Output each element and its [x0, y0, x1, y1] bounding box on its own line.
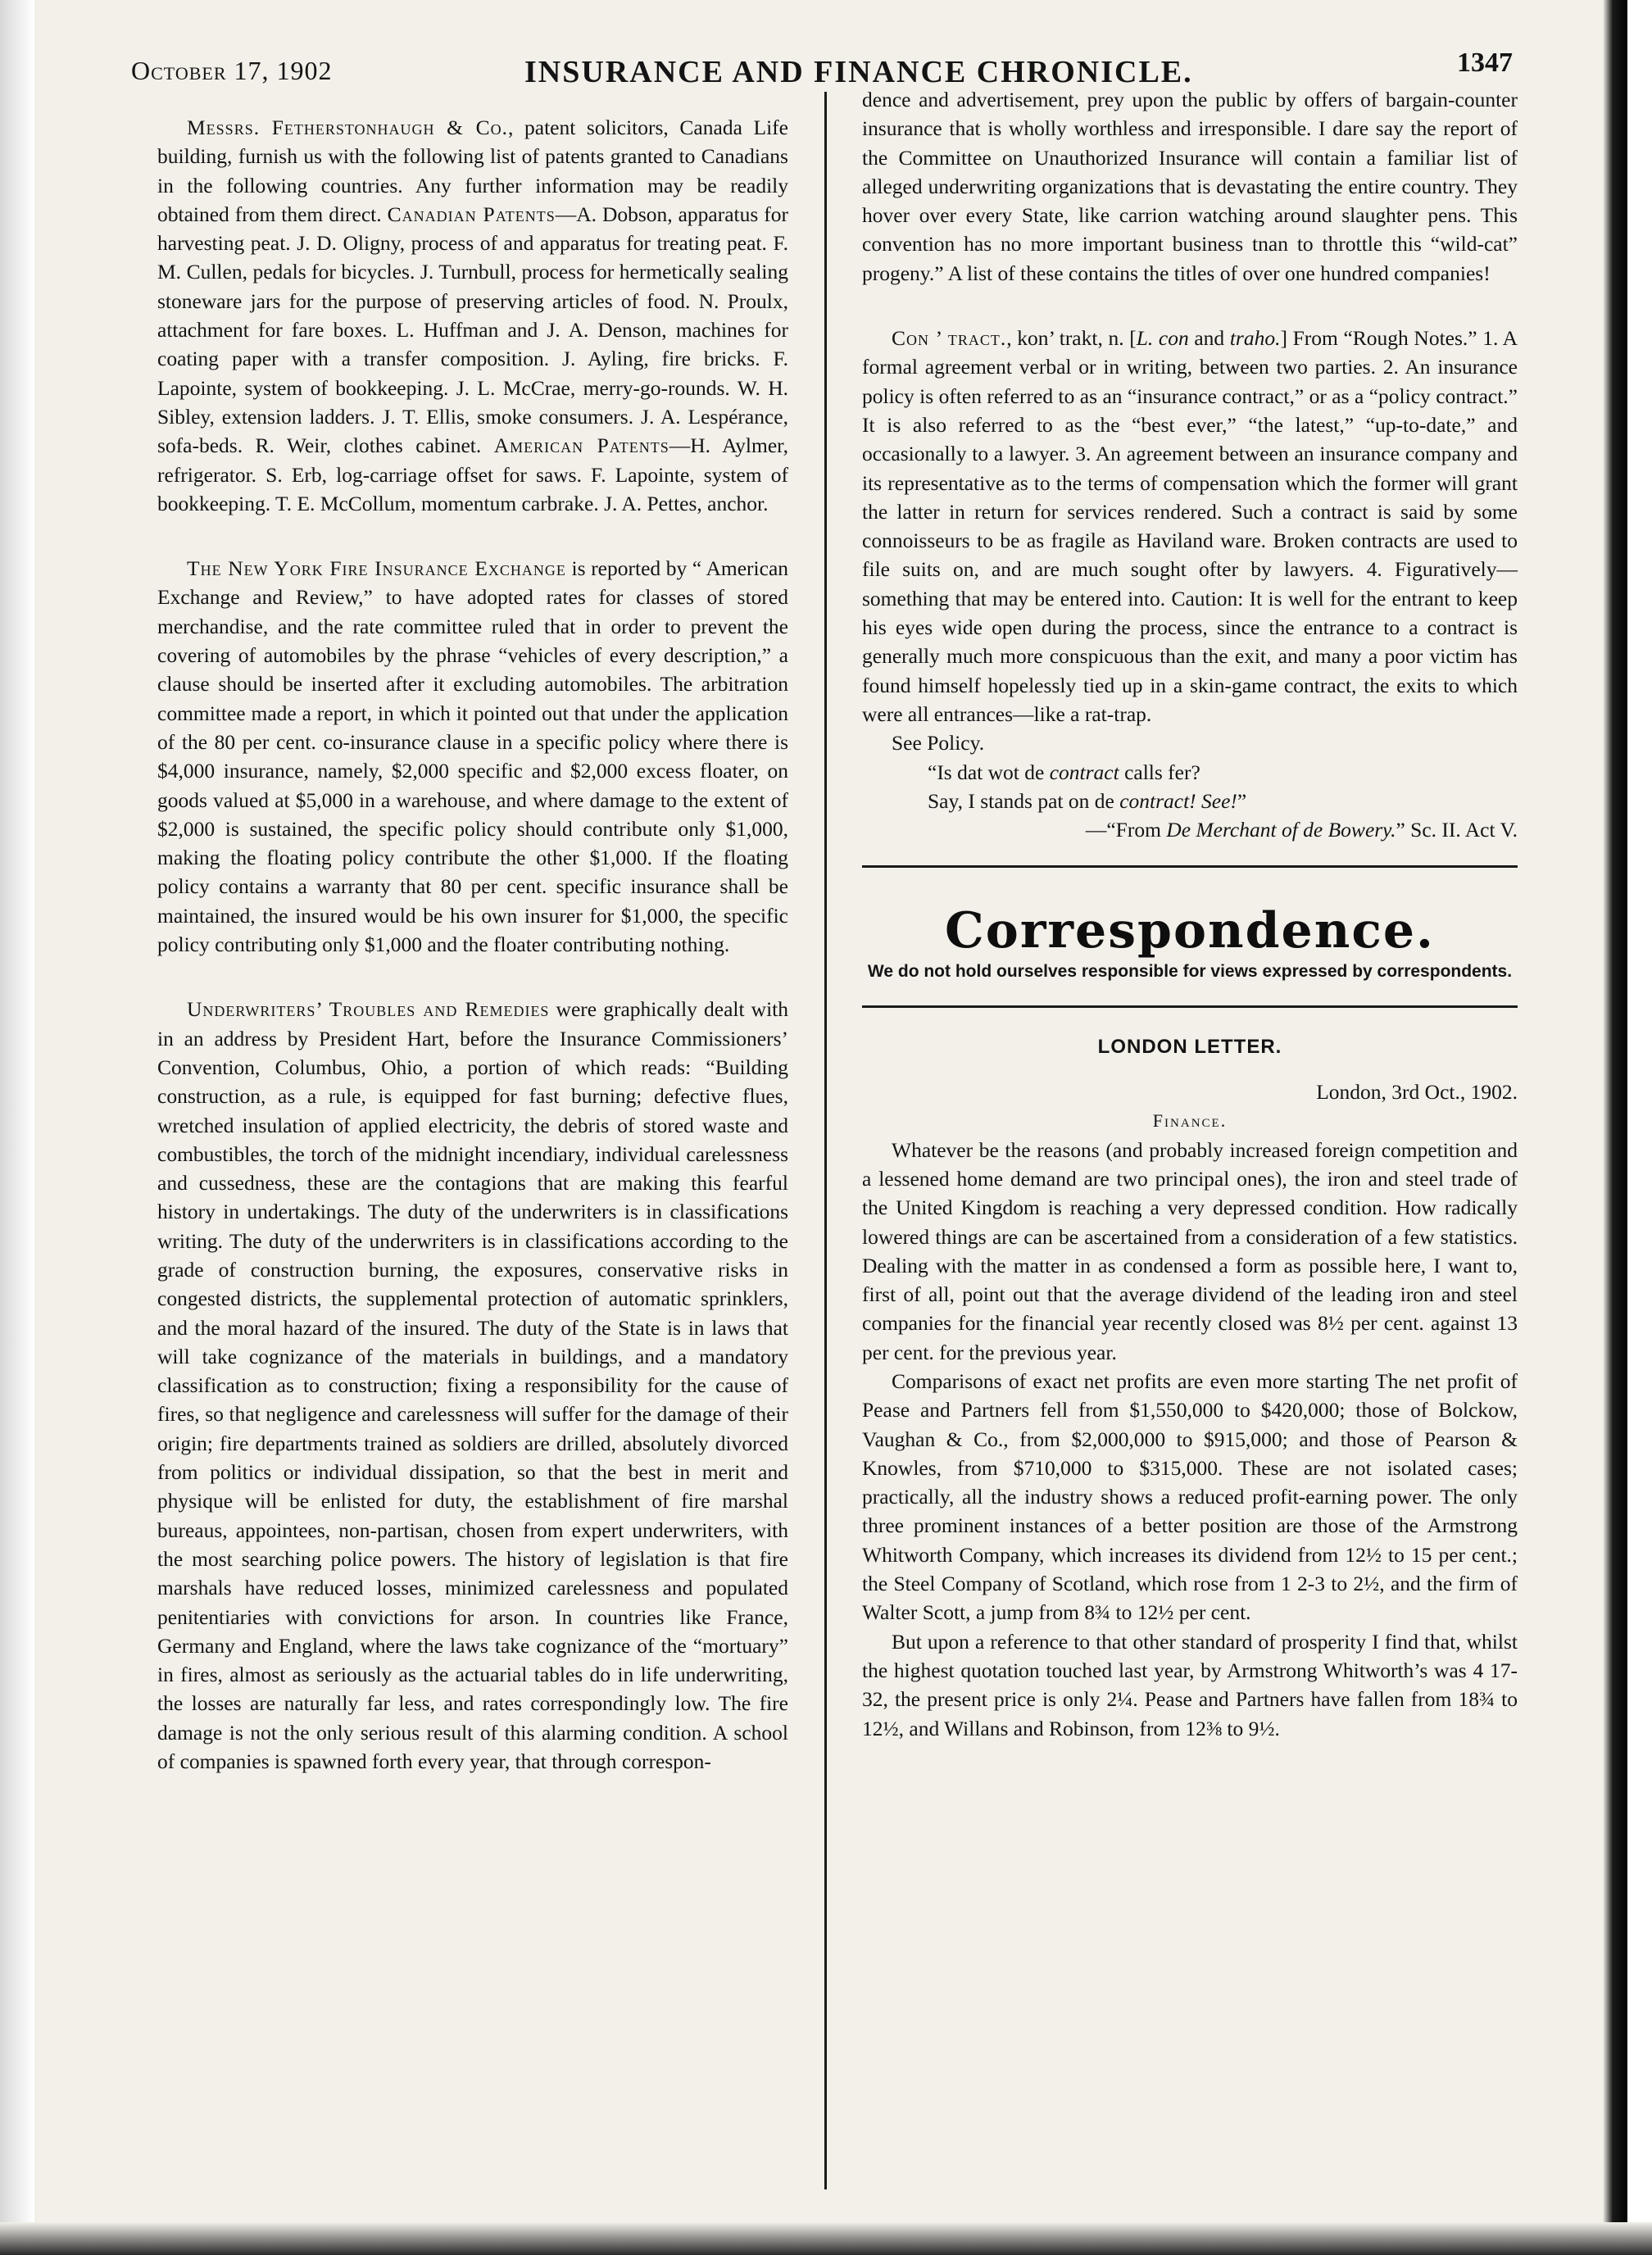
etym-traho: traho.	[1229, 326, 1281, 351]
underwriters-paragraph	[157, 995, 788, 1776]
contract-lead: Con ’ tract.	[892, 326, 1007, 351]
london-letter-heading: LONDON LETTER.	[1097, 1035, 1282, 1058]
right-column	[862, 85, 1518, 1743]
verse-1c: calls fer?	[1119, 760, 1200, 784]
verse-line-2	[862, 787, 1518, 815]
see-policy: See Policy.	[892, 731, 985, 755]
page-number: 1347	[1457, 48, 1513, 78]
publication-title: INSURANCE AND FINANCE CHRONICLE.	[524, 55, 1193, 89]
underwriters-lead: Underwriters’ Troubles and Remedies	[187, 997, 550, 1022]
contract-paragraph	[862, 324, 1518, 728]
attrib-b: De Merchant of de Bowery.	[1166, 818, 1396, 842]
correspondence-heading: Correspondence.	[945, 902, 1435, 960]
verse-line-1	[862, 758, 1518, 787]
verse-2a: Say, I stands pat on de	[928, 788, 1120, 813]
left-column	[157, 113, 788, 1776]
patents-text: , patent solicitors, Canada Life building, furnish us with the following list of patents granted to Canadians in the following countries. Any further information may be readily obtained from them direct.	[157, 116, 788, 226]
verse-2b: contract! See!	[1119, 788, 1237, 813]
verse-1a: “Is dat wot de	[928, 760, 1050, 784]
etym-latin: L. con	[1136, 326, 1189, 351]
underwriters-text: were graphically dealt with in an address by President Hart, before the Insurance Commissioners’ Convention, Columbus, Ohio, a portion of which reads: “Building construction, as a rule, is equipped for fast burning; defective flues, wretched insulation of applied electricity, the debris of stored waste and combustibles, the torch of the midnight incendiary, individual carelessness and cussedness, these are the contagions that are making this fearful history in undertakings. The duty of the underwriters is in classifications writing. The duty of the underwriters is in classifications according to the grade of construction burning, the exposures, conservative risks in congested districts, the supplemental protection of automatic sprinklers, and the moral hazard of the insured. The duty of the State is in laws that will take cognizance of the materials in buildings, and a mandatory classification as to construction; fixing a responsibility for the cause of fires, so that negligence and carelessness will suffer for the damage of their origin; fire departments trained as soldiers are drilled, absolutely divorced from politics or individual dissipation, so that the best in merit and physique will be enlisted for duty, the establishment of fire marshal bureaus, appointees, non-partisan, chosen from expert underwriters, with the most searching police powers. The history of legislation is that fire marshals have reduced losses, minimized carelessness and populated penitentiaries with convictions for arson. In countries like France, Germany and England, where the laws take cognizance of the “mortuary” in fires, almost as seriously as the actuarial tables do in life underwriting, the losses are naturally far less, and rates correspondingly low. The fire damage is not the only serious result of this alarming condition. A school of companies is spawned forth every year, that through correspon-	[157, 997, 788, 1774]
contract-text-2: ] From “Rough Notes.” 1. A formal agreement verbal or in writing, between two parties. 2. An insurance policy is often referred to as an “insurance contract,” or as a “policy contract.” It is also referred to as the “best ever,” “the latest,” “up-to-date,” and occasionally to a lawyer. 3. An agreement between an insurance company and its representative as to the terms of compensation which the former will grant the latter in return for services rendered. Such a contract is said by some connoisseurs to be as fragile as Haviland ware. Broken contracts are used to file suits on, and are much sought ofter by lawyers. 4. Figuratively—something that may be entered into. Caution: It is well for the entrant to keep his eyes wide open during the process, since the entrance to a contract is generally much more conspicuous than the exit, and many a poor victim has found himself hopelessly tied up in a skin-game contract, the exits to which were all entrances—like a rat-trap.	[862, 326, 1518, 726]
london-p1: Whatever be the reasons (and probably increased foreign competition and a lessened home demand are two principal ones), the iron and steel trade of the United Kingdom is reaching a very depressed condition. How radically lowered things are can be ascertained from a consideration of a few statistics. Dealing with the matter in as condensed a form as possible here, I want to, first of all, point out that the average dividend of the leading iron and steel companies for the financial year recently closed was 8½ per cent. against 13 per cent. for the previous year.	[862, 1137, 1518, 1364]
london-p3: But upon a reference to that other standard of prosperity I find that, whilst the highest quotation touched last year, by Armstrong Whitworth’s was 4 17-32, the present price is only 2¼. Pease and Partners have fallen from 18¾ to 12½, and Willans and Robinson, from 12⅜ to 9½.	[862, 1629, 1518, 1740]
verse-2c: ”	[1237, 788, 1247, 813]
exchange-lead: The New York Fire Insurance Exchange	[187, 556, 566, 581]
canadian-patents-label: Canadian Patents	[387, 202, 556, 226]
page-header	[131, 39, 1513, 88]
issue-date: October 17, 1902	[131, 56, 333, 85]
london-p2: Comparisons of exact net profits are even more starting The net profit of Pease and Partners fell from $1,550,000 to $420,000; those of Bolckow, Vaughan & Co., from $2,000,000 to $915,000; and those of Pearson & Knowles, from $710,000 to $315,000. These are not isolated cases; practically, all the industry shows a reduced profit-earning power. The only three prominent instances of a better position are those of the Armstrong Whitworth Company, which increases its dividend from 12½ to 15 per cent.; the Steel Company of Scotland, which rose from 1 2-3 to 2½, and the firm of Walter Scott, a jump from 8¾ to 12½ per cent.	[862, 1368, 1518, 1625]
correspondence-disclaimer: We do not hold ourselves responsible for views expressed by correspondents.	[867, 961, 1513, 981]
etym-and: and	[1188, 326, 1230, 351]
patents-paragraph	[157, 113, 788, 518]
contract-text-1: , kon’ trakt, n. [	[1006, 326, 1137, 351]
verse-attribution	[862, 815, 1518, 844]
canadian-patents-text: —A. Dobson, apparatus for harvesting peat. J. D. Oligny, process of and apparatus for treating peat. F. M. Cullen, pedals for bicycles. J. Turnbull, process for hermetically sealing stoneware jars for the purpose of preserving articles of food. N. Proulx, attachment for fare boxes. L. Huffman and J. A. Denson, machines for coating paper with a transfer composition. J. Ayling, fire bricks. F. Lapointe, system of bookkeeping. J. L. McCrae, merry-go-rounds. W. H. Sibley, extension ladders. J. T. Ellis, smoke consumers. J. A. Lespérance, sofa-beds. R. Weir, clothes cabinet.	[157, 202, 788, 458]
scan-bottom-edge	[0, 2222, 1652, 2255]
continuation-paragraph: dence and advertisement, prey upon the public by offers of bargain-counter insurance that is wholly worthless and irresponsible. I dare say the report of the Committee on Unauthorized Insurance will contain a familiar list of alleged underwriting organizations that is devastating the entire country. They hover over every State, like carrion watching around slaughter pens. This convention has no more important business tnan to throttle this “wild-cat” progeny.” A list of these contains the titles of over one hundred companies!	[862, 88, 1518, 285]
newspaper-page	[34, 0, 1627, 2255]
american-patents-text: —H. Aylmer, refrigerator. S. Erb, log-carriage offset for saws. F. Lapointe, system of bookkeeping. T. E. McCollum, momentum carbrake. J. A. Pettes, anchor.	[157, 433, 788, 515]
section-rule-2	[862, 1005, 1518, 1008]
london-letter-dateline: London, 3rd Oct., 1902.	[1316, 1080, 1518, 1105]
american-patents-label: American Patents	[493, 433, 669, 458]
patents-lead: Messrs. Fetherstonhaugh & Co.	[187, 116, 509, 139]
scan-margin	[0, 0, 34, 2255]
exchange-paragraph	[157, 554, 788, 959]
section-rule	[862, 865, 1518, 868]
attrib-a: —“From	[1085, 818, 1167, 842]
finance-subheading: Finance.	[1152, 1110, 1228, 1132]
scan-edge	[1603, 0, 1627, 2255]
exchange-text: is reported by “ American Exchange and Review,” to have adopted rates for classes of stored merchandise, and the rate committee ruled that in order to prevent the covering of automobiles by the phrase “vehicles of every description,” a clause should be inserted after it excluding automobiles. The arbitration committee made a report, in which it pointed out that under the application of the 80 per cent. co-insurance clause in a specific policy where there is $4,000 insurance, namely, $2,000 specific and $2,000 excess floater, on goods valued at $5,000 in a warehouse, and where damage to the extent of $2,000 is sustained, the specific policy should contribute only $1,000, making the floating policy contribute the other $1,000. If the floating policy contains a warranty that 80 per cent. specific insurance shall be maintained, the insured would be his own insurer for $1,000, the specific policy contributing only $1,000 and the floater contributing nothing.	[157, 556, 789, 957]
attrib-c: ” Sc. II. Act V.	[1396, 818, 1518, 842]
column-divider	[824, 92, 827, 2189]
verse-1b: contract	[1049, 760, 1119, 784]
